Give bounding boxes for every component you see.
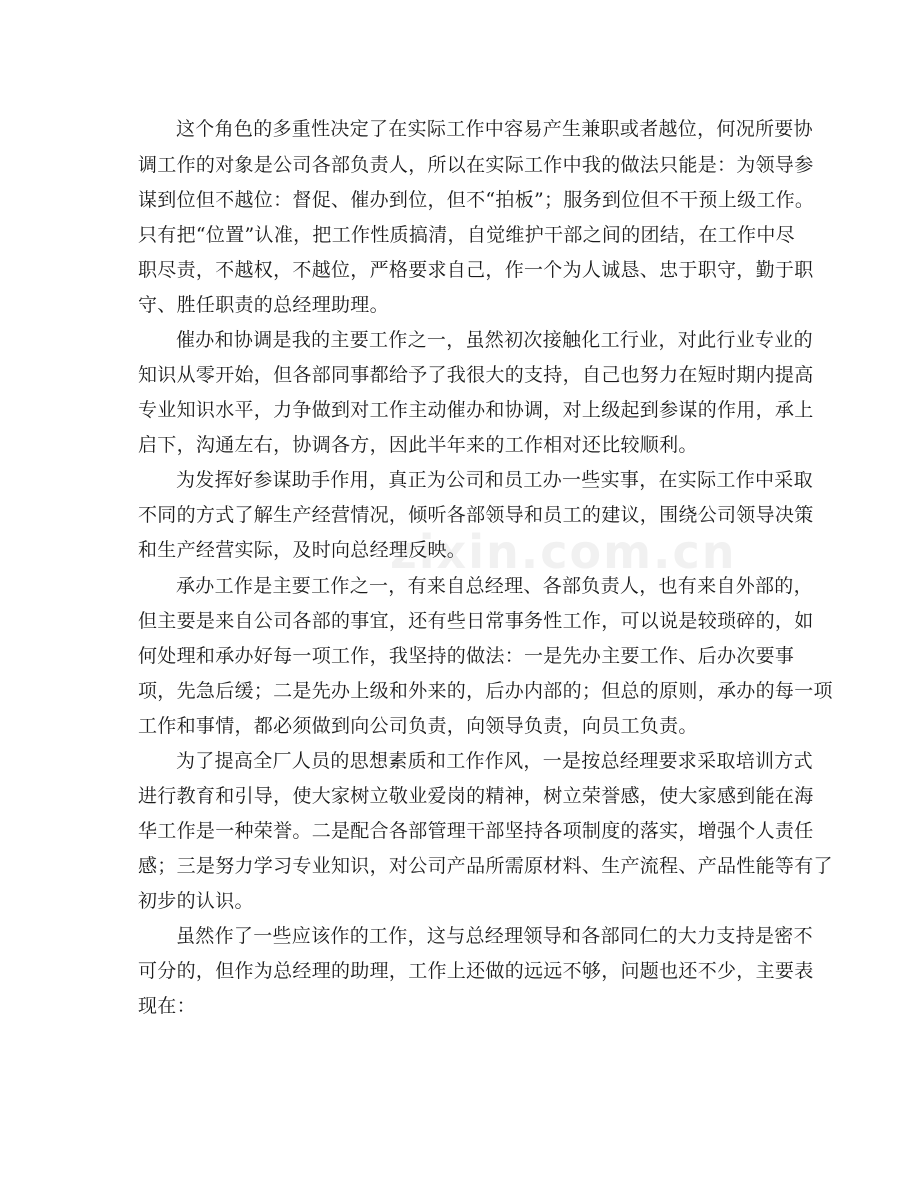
- paragraph-1-line-1: 这个角色的多重性决定了在实际工作中容易产生兼职或者越位，何况所要协: [176, 118, 813, 140]
- watermark: zixin.com.cn: [390, 525, 737, 579]
- paragraph-1-line-5: 职尽责，不越权，不越位，严格要求自己，作一个为人诚恳、忠于职守，勤于职: [138, 259, 814, 281]
- paragraph-5-line-2: 进行教育和引导，使大家树立敬业爱岗的精神，树立荣誉感，使大家感到能在海: [138, 785, 814, 807]
- paragraph-2-line-3: 专业知识水平，力争做到对工作主动催办和协调，对上级起到参谋的作用，承上: [138, 399, 814, 421]
- paragraph-5-line-1: 为了提高全厂人员的思想素质和工作作风，一是按总经理要求采取培训方式: [176, 750, 813, 772]
- paragraph-4-line-5: 工作和事情，都必须做到向公司负责，向领导负责，向员工负责。: [138, 715, 698, 737]
- paragraph-6-line-2: 可分的，但作为总经理的助理，工作上还做的远远不够，问题也还不少，主要表: [138, 960, 814, 982]
- paragraph-4-line-1: 承办工作是主要工作之一，有来自总经理、各部负责人，也有来自外部的，: [176, 575, 813, 597]
- paragraph-6-line-3: 现在：: [138, 995, 196, 1017]
- paragraph-2-line-2: 知识从零开始，但各部同事都给予了我很大的支持，自己也努力在短时期内提高: [138, 364, 814, 386]
- paragraph-5-line-3: 华工作是一种荣誉。二是配合各部管理干部坚持各项制度的落实，增强个人责任: [138, 820, 814, 842]
- paragraph-3-line-2: 不同的方式了解生产经营情况，倾听各部领导和员工的建议，围绕公司领导决策: [138, 504, 814, 526]
- paragraph-5-line-5: 初步的认识。: [138, 890, 254, 912]
- paragraph-3-line-1: 为发挥好参谋助手作用，真正为公司和员工办一些实事，在实际工作中采取: [176, 469, 813, 491]
- paragraph-6-line-1: 虽然作了一些应该作的工作，这与总经理领导和各部同仁的大力支持是密不: [176, 925, 813, 947]
- paragraph-4-line-2: 但主要是来自公司各部的事宜，还有些日常事务性工作，可以说是较琐碎的，如: [138, 610, 814, 632]
- paragraph-1-line-6: 守、胜任职责的总经理助理。: [138, 294, 389, 316]
- paragraph-2-line-4: 启下，沟通左右，协调各方，因此半年来的工作相对还比较顺利。: [138, 434, 698, 456]
- paragraph-4-line-3: 何处理和承办好每一项工作，我坚持的做法：一是先办主要工作、后办次要事: [138, 645, 795, 667]
- paragraph-3-line-3: 和生产经营实际，及时向总经理反映。: [138, 539, 467, 561]
- paragraph-2-line-1: 催办和协调是我的主要工作之一，虽然初次接触化工行业，对此行业专业的: [176, 329, 813, 351]
- paragraph-1-line-4: 只有把“位置”认准，把工作性质搞清，自觉维护干部之间的团结，在工作中尽: [138, 224, 795, 246]
- paragraph-4-line-4: 项，先急后缓；二是先办上级和外来的，后办内部的；但总的原则，承办的每一项: [138, 680, 833, 702]
- paragraph-5-line-4: 感；三是努力学习专业知识，对公司产品所需原材料、生产流程、产品性能等有了: [138, 855, 833, 877]
- paragraph-1-line-3: 谋到位但不越位：督促、催办到位，但不“拍板”；服务到位但不干预上级工作。: [138, 189, 815, 211]
- paragraph-1-line-2: 调工作的对象是公司各部负责人，所以在实际工作中我的做法只能是：为领导参: [138, 154, 814, 176]
